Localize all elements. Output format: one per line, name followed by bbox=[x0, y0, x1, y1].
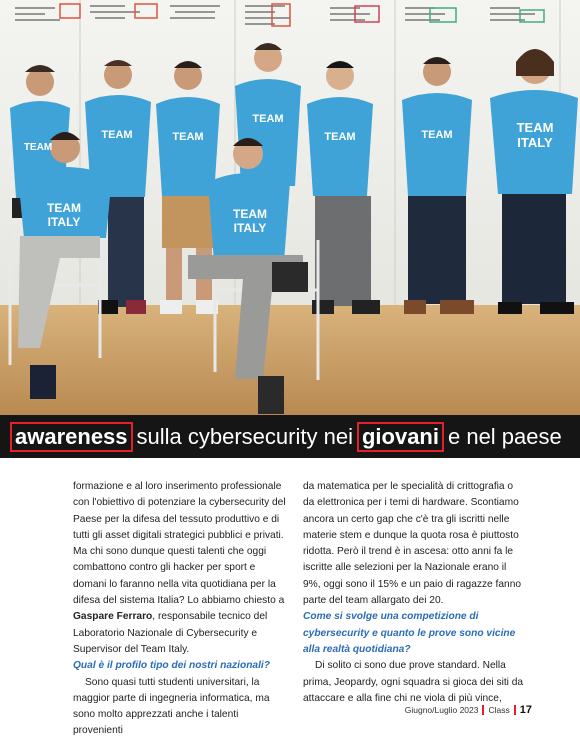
shirt-text: TEAM bbox=[172, 131, 204, 143]
banner-text: sulla cybersecurity nei bbox=[136, 423, 353, 449]
article-paragraph: Sono quasi tutti studenti universitari, la maggior parte di ingegneria informatica, ma sono molto apprezzati anche i talenti provenienti bbox=[73, 676, 270, 737]
footer-divider bbox=[482, 705, 484, 715]
shirt-text: TEAM bbox=[324, 131, 356, 143]
article-paragraph: Di solito ci sono due prove standard. Nella prima, Jeopardy, ogni squadra si gioca dei siti da attaccare e alla fine chi ne viola di più vince, bbox=[303, 660, 524, 704]
banner-keyword-awareness: awareness bbox=[10, 422, 133, 452]
paragraph-text: , responsabile tecnico del Laboratorio Nazionale di Cybersecurity e Supervisor del Team Italy. bbox=[73, 611, 268, 655]
issue-date: Giugno/Luglio 2023 bbox=[404, 705, 479, 715]
article-paragraph bbox=[73, 479, 291, 658]
shirt-text: ITALY bbox=[233, 221, 267, 235]
article-column-right bbox=[303, 479, 525, 707]
shirt-text: TEAM bbox=[252, 113, 284, 125]
footer-divider bbox=[514, 705, 516, 715]
shirt-text: TEAM bbox=[421, 129, 453, 141]
article-paragraph: da matematica per le specialità di crittografia o da elettronica per i temi di hardware. Scontiamo ancora un certo gap che c'è tra gli iscritti nelle materie stem e dunque la quota rosa è piuttosto ridotta. Però il trend è in ascesa: otto anni fa le iscritte alle selezioni per la Nazionale erano il 9%, oggi sono il 15% e un paio di ragazze fanno parte del team allargato dei 20. bbox=[303, 481, 522, 607]
shirt-text: TEAM bbox=[516, 120, 554, 135]
page-number: 17 bbox=[519, 704, 532, 716]
section-banner bbox=[0, 415, 580, 458]
shirt-text: TEAM bbox=[23, 142, 53, 153]
paragraph-text: formazione e al loro inserimento professionale con l'obiettivo di potenziare la cybersecurity del Paese per la difesa del tessuto produttivo e di tutti gli asset digitali strategici pubblici e privati. Ma chi sono dunque questi talenti che oggi combattono contro gli hacker per sport e domani lo faranno nella vita quotidiana per la difesa del sistema Italia? Lo abbiamo chiesto a bbox=[73, 481, 286, 607]
person-name: Gaspare Ferraro bbox=[73, 611, 153, 623]
shirt-text: TEAM bbox=[101, 129, 133, 141]
magazine-name: Class bbox=[488, 705, 510, 715]
shirt-text: TEAM bbox=[233, 207, 267, 221]
interview-question: Come si svolge una competizione di cybersecurity e quanto le prove sono vicine alla realtà quotidiana? bbox=[303, 611, 516, 655]
banner-keyword-giovani: giovani bbox=[357, 422, 444, 452]
shirt-text: ITALY bbox=[47, 215, 81, 229]
shirt-text: ITALY bbox=[517, 135, 553, 150]
shirt-text: TEAM bbox=[47, 201, 81, 215]
article-column-left bbox=[73, 479, 291, 740]
banner-text: e nel paese bbox=[447, 423, 562, 449]
interview-question: Qual è il profilo tipo dei nostri nazionali? bbox=[73, 660, 270, 672]
page-footer bbox=[405, 704, 532, 716]
